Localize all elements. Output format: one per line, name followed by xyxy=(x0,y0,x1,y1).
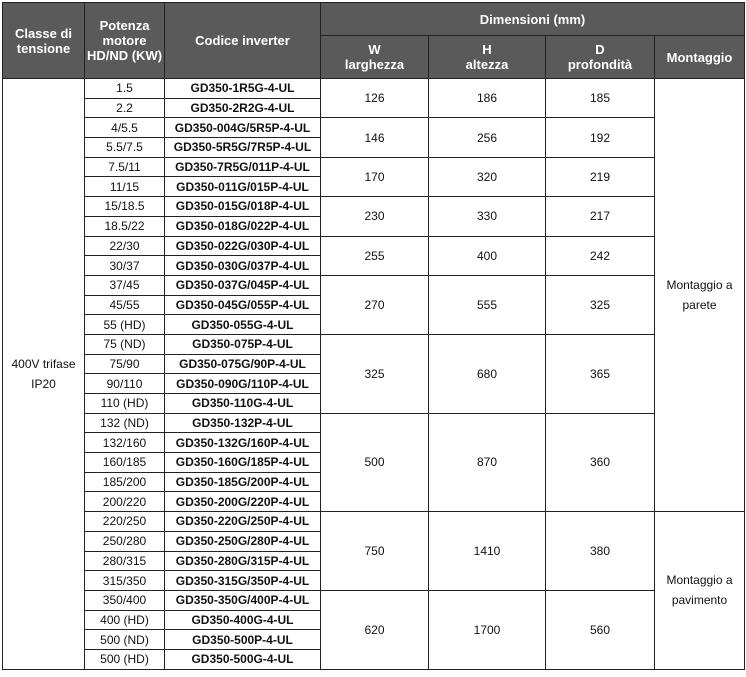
motor-power-cell: 4/5.5 xyxy=(85,118,165,138)
table-row xyxy=(3,118,745,138)
motor-power-cell: 11/15 xyxy=(85,177,165,197)
motor-power-cell: 280/315 xyxy=(85,551,165,571)
width-cell: 146 xyxy=(321,118,429,157)
motor-power-cell: 37/45 xyxy=(85,275,165,295)
header-row-top xyxy=(3,3,745,36)
mounting-cell xyxy=(655,512,745,670)
mounting-line2: pavimento xyxy=(671,593,728,608)
width-cell: 126 xyxy=(321,79,429,118)
inverter-code-cell: GD350-200G/220P-4-UL xyxy=(165,492,321,512)
height-cell: 1410 xyxy=(429,512,546,591)
inverter-code-cell: GD350-110G-4-UL xyxy=(165,394,321,414)
depth-cell: 325 xyxy=(546,275,655,334)
inverter-code-cell: GD350-7R5G/011P-4-UL xyxy=(165,157,321,177)
inverter-code-cell: GD350-015G/018P-4-UL xyxy=(165,197,321,217)
voltage-class-line2: IP20 xyxy=(31,376,56,391)
height-cell: 1700 xyxy=(429,590,546,669)
height-cell: 320 xyxy=(429,157,546,196)
inverter-code-cell: GD350-022G/030P-4-UL xyxy=(165,236,321,256)
inverter-code-cell: GD350-075G/90P-4-UL xyxy=(165,354,321,374)
table-row xyxy=(3,157,745,177)
table-row xyxy=(3,79,745,99)
depth-cell: 185 xyxy=(546,79,655,118)
header-width xyxy=(321,36,429,79)
motor-power-cell: 75/90 xyxy=(85,354,165,374)
width-cell: 255 xyxy=(321,236,429,275)
inverter-code-cell: GD350-160G/185P-4-UL xyxy=(165,453,321,473)
inverter-code-cell: GD350-045G/055P-4-UL xyxy=(165,295,321,315)
table-row xyxy=(3,275,745,295)
motor-power-cell: 1.5 xyxy=(85,79,165,99)
table-row xyxy=(3,590,745,610)
motor-power-cell: 110 (HD) xyxy=(85,394,165,414)
inverter-code-cell: GD350-075P-4-UL xyxy=(165,334,321,354)
inverter-code-cell: GD350-1R5G-4-UL xyxy=(165,79,321,99)
header-inverter-code: Codice inverter xyxy=(165,3,321,79)
table-row xyxy=(3,197,745,217)
header-width-label: larghezza xyxy=(344,57,405,72)
motor-power-cell: 30/37 xyxy=(85,256,165,276)
motor-power-cell: 132 (ND) xyxy=(85,413,165,433)
depth-cell: 219 xyxy=(546,157,655,196)
depth-cell: 192 xyxy=(546,118,655,157)
motor-power-cell: 2.2 xyxy=(85,98,165,118)
header-width-letter: W xyxy=(368,42,381,57)
table-row xyxy=(3,512,745,532)
inverter-code-cell: GD350-037G/045P-4-UL xyxy=(165,275,321,295)
motor-power-cell: 15/18.5 xyxy=(85,197,165,217)
motor-power-cell: 75 (ND) xyxy=(85,334,165,354)
height-cell: 256 xyxy=(429,118,546,157)
header-height xyxy=(429,36,546,79)
motor-power-cell: 400 (HD) xyxy=(85,610,165,630)
header-depth-letter: D xyxy=(595,42,605,57)
inverter-code-cell: GD350-011G/015P-4-UL xyxy=(165,177,321,197)
width-cell: 230 xyxy=(321,197,429,236)
width-cell: 500 xyxy=(321,413,429,511)
height-cell: 680 xyxy=(429,334,546,413)
motor-power-cell: 5.5/7.5 xyxy=(85,138,165,158)
depth-cell: 360 xyxy=(546,413,655,511)
inverter-code-cell: GD350-315G/350P-4-UL xyxy=(165,571,321,591)
width-cell: 620 xyxy=(321,590,429,669)
motor-power-cell: 350/400 xyxy=(85,590,165,610)
motor-power-cell: 132/160 xyxy=(85,433,165,453)
inverter-code-cell: GD350-250G/280P-4-UL xyxy=(165,531,321,551)
motor-power-cell: 220/250 xyxy=(85,512,165,532)
height-cell: 870 xyxy=(429,413,546,511)
motor-power-cell: 185/200 xyxy=(85,472,165,492)
inverter-code-cell: GD350-400G-4-UL xyxy=(165,610,321,630)
motor-power-cell: 200/220 xyxy=(85,492,165,512)
voltage-class-cell xyxy=(3,79,85,670)
motor-power-cell: 315/350 xyxy=(85,571,165,591)
mounting-line1: Montaggio a xyxy=(666,278,733,293)
inverter-code-cell: GD350-280G/315P-4-UL xyxy=(165,551,321,571)
inverter-code-cell: GD350-350G/400P-4-UL xyxy=(165,590,321,610)
depth-cell: 365 xyxy=(546,334,655,413)
height-cell: 400 xyxy=(429,236,546,275)
header-dimensions: Dimensioni (mm) xyxy=(321,3,745,36)
width-cell: 325 xyxy=(321,334,429,413)
motor-power-cell: 160/185 xyxy=(85,453,165,473)
inverter-dimensions-table xyxy=(2,2,745,670)
header-height-letter: H xyxy=(482,42,492,57)
motor-power-cell: 18.5/22 xyxy=(85,216,165,236)
height-cell: 186 xyxy=(429,79,546,118)
width-cell: 170 xyxy=(321,157,429,196)
motor-power-cell: 22/30 xyxy=(85,236,165,256)
inverter-code-cell: GD350-500G-4-UL xyxy=(165,649,321,669)
inverter-code-cell: GD350-2R2G-4-UL xyxy=(165,98,321,118)
header-motor-power: Potenza motore HD/ND (KW) xyxy=(85,3,165,79)
inverter-code-cell: GD350-132P-4-UL xyxy=(165,413,321,433)
motor-power-cell: 7.5/11 xyxy=(85,157,165,177)
table-body xyxy=(3,79,745,670)
header-voltage-class: Classe di tensione xyxy=(3,3,85,79)
depth-cell: 560 xyxy=(546,590,655,669)
depth-cell: 380 xyxy=(546,512,655,591)
inverter-code-cell: GD350-5R5G/7R5P-4-UL xyxy=(165,138,321,158)
mounting-line1: Montaggio a xyxy=(666,573,733,588)
mounting-cell xyxy=(655,79,745,512)
inverter-code-cell: GD350-018G/022P-4-UL xyxy=(165,216,321,236)
inverter-code-cell: GD350-132G/160P-4-UL xyxy=(165,433,321,453)
header-mounting: Montaggio xyxy=(655,36,745,79)
voltage-class-line1: 400V trifase xyxy=(11,356,76,371)
motor-power-cell: 500 (HD) xyxy=(85,649,165,669)
motor-power-cell: 90/110 xyxy=(85,374,165,394)
inverter-code-cell: GD350-185G/200P-4-UL xyxy=(165,472,321,492)
table-row xyxy=(3,413,745,433)
height-cell: 330 xyxy=(429,197,546,236)
header-depth xyxy=(546,36,655,79)
inverter-code-cell: GD350-004G/5R5P-4-UL xyxy=(165,118,321,138)
inverter-code-cell: GD350-220G/250P-4-UL xyxy=(165,512,321,532)
motor-power-cell: 55 (HD) xyxy=(85,315,165,335)
motor-power-cell: 250/280 xyxy=(85,531,165,551)
inverter-code-cell: GD350-500P-4-UL xyxy=(165,630,321,650)
header-height-label: altezza xyxy=(465,57,509,72)
width-cell: 270 xyxy=(321,275,429,334)
inverter-code-cell: GD350-055G-4-UL xyxy=(165,315,321,335)
mounting-line2: parete xyxy=(682,298,717,313)
depth-cell: 217 xyxy=(546,197,655,236)
inverter-code-cell: GD350-030G/037P-4-UL xyxy=(165,256,321,276)
inverter-code-cell: GD350-090G/110P-4-UL xyxy=(165,374,321,394)
header-depth-label: profondità xyxy=(567,57,633,72)
height-cell: 555 xyxy=(429,275,546,334)
motor-power-cell: 500 (ND) xyxy=(85,630,165,650)
table-row xyxy=(3,334,745,354)
motor-power-cell: 45/55 xyxy=(85,295,165,315)
depth-cell: 242 xyxy=(546,236,655,275)
width-cell: 750 xyxy=(321,512,429,591)
table-row xyxy=(3,236,745,256)
